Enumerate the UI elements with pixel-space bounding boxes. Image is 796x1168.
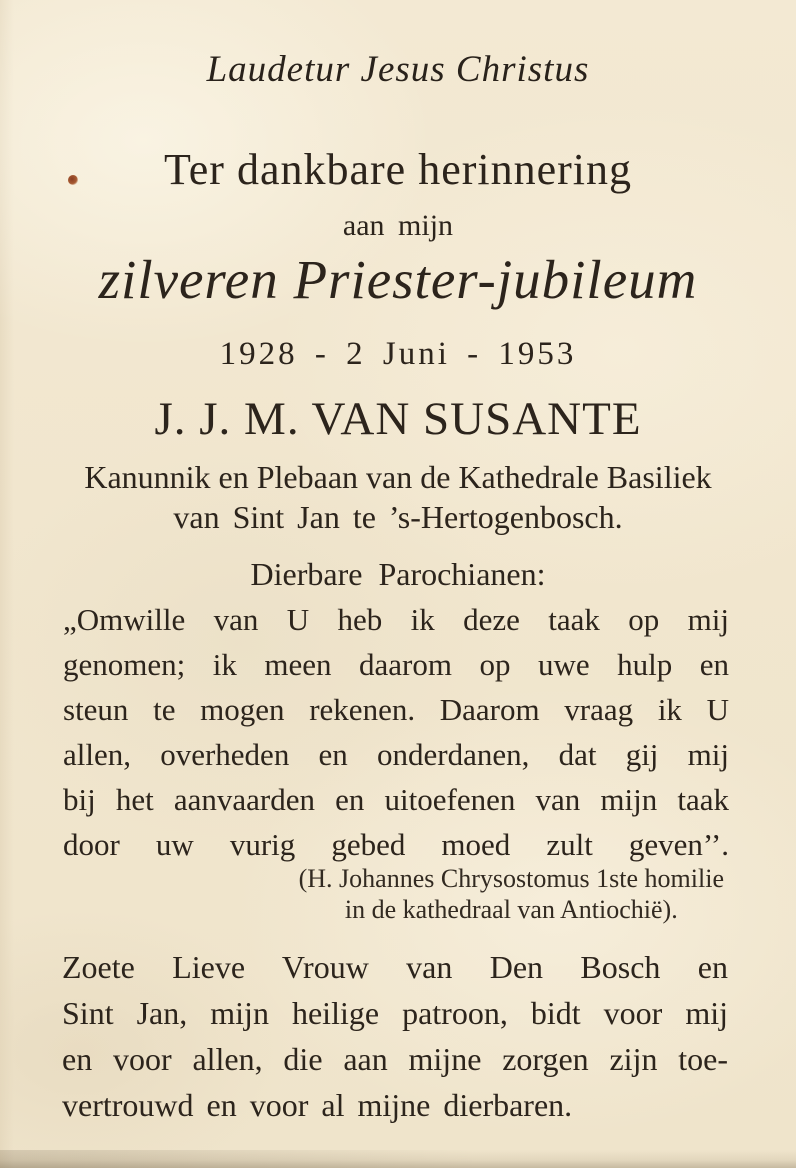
prayer-line: Sint Jan, mijn heilige patroon, bidt voor mij [62, 995, 728, 1031]
scan-edge-shadow [0, 1150, 796, 1168]
memorial-subheading: aan mijn [342, 209, 454, 242]
quote-line: door uw vurig gebed moed zult geven’’. [63, 827, 729, 862]
jubilee-date: 1928 - 2 Juni - 1953 [219, 336, 577, 372]
prayer-line: Zoete Lieve Vrouw van Den Bosch en [62, 949, 728, 985]
honoree-name: J. J. M. VAN SUSANTE [154, 393, 642, 445]
honoree-title-line2: van Sint Jan te ’s-Hertogenbosch. [173, 499, 623, 535]
jubilee-title: zilveren Priester-jubileum [98, 249, 698, 310]
prayer-line: vertrouwd en voor al mijne dierbaren. [62, 1087, 573, 1123]
invocation-text: Laudetur Jesus Christus [206, 49, 590, 90]
quote-attribution [299, 863, 724, 925]
memorial-heading: Ter dankbare herinnering [163, 145, 633, 194]
quote-attribution-line2: in de kathedraal van Antiochië). [344, 895, 678, 924]
quote-line: bij het aanvaarden en uitoefenen van mijn taak [63, 782, 729, 817]
quote-line: genomen; ik meen daarom op uwe hulp en [63, 647, 729, 682]
honoree-title-line1: Kanunnik en Plebaan van de Kathedrale Basiliek [84, 459, 712, 495]
prayer-line: en voor allen, die aan mijne zorgen zijn toe- [62, 1041, 728, 1077]
salutation-text: Dierbare Parochianen: [250, 556, 546, 592]
quote-paragraph [63, 597, 729, 867]
quote-line: allen, overheden en onderdanen, dat gij mij [63, 737, 729, 772]
quote-line: steun te mogen rekenen. Daarom vraag ik U [63, 692, 729, 727]
quote-attribution-line1: (H. Johannes Chrysostomus 1ste homilie [298, 864, 724, 893]
prayer-paragraph [62, 944, 728, 1128]
quote-line: „Omwille van U heb ik deze taak op mij [63, 602, 729, 637]
